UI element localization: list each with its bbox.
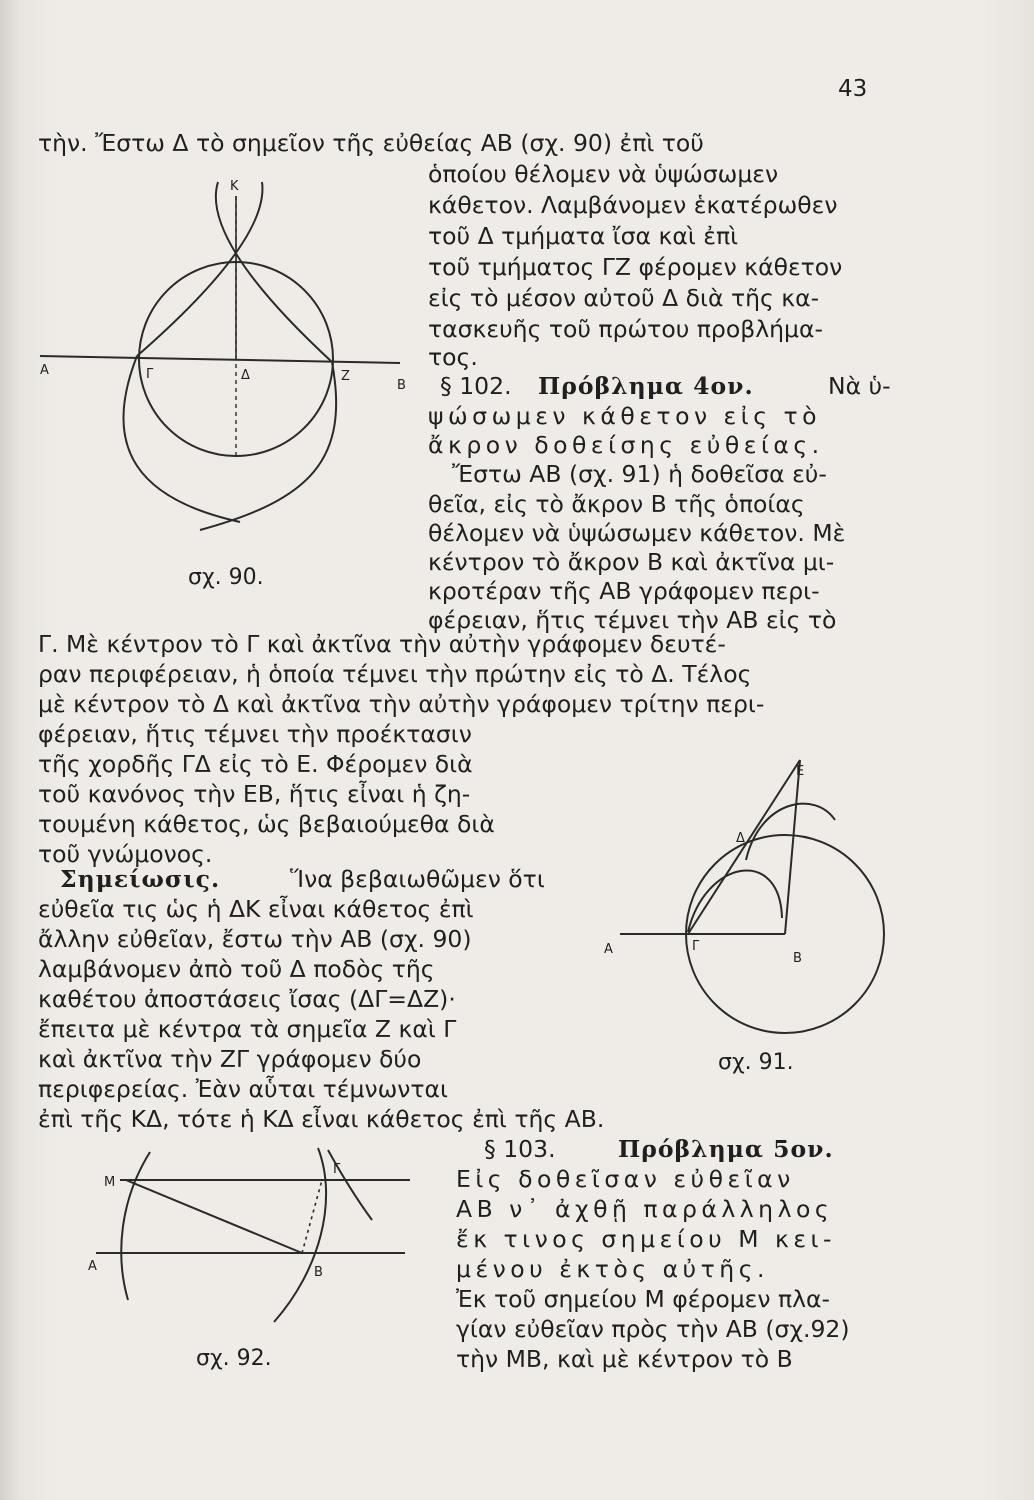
text-line: ἄλλην εὐθεῖαν, ἔστω τὴν ΑΒ (σχ. 90) (38, 925, 472, 953)
label-a: Α (604, 942, 613, 957)
label-b: Β (397, 378, 406, 393)
text-line: φέρειαν, ἥτις τέμνει τὴν προέκτασιν (38, 720, 472, 748)
text-line: θέλομεν νὰ ὑψώσωμεν κάθετον. Μὲ (428, 519, 846, 547)
label-g: Γ (333, 1162, 341, 1177)
note-heading: Σημείωσις. (60, 865, 221, 893)
text-line: εἰς τὸ μέσον αὐτοῦ Δ διὰ τῆς κα- (428, 284, 820, 312)
text-line: Ἔστω ΑΒ (σχ. 91) ἡ δοθεῖσα εὐ- (452, 460, 827, 488)
arc-bottom-left (123, 356, 240, 522)
circle-b (686, 835, 884, 1033)
text-line: Γ. Μὲ κέντρον τὸ Γ καὶ ἀκτῖνα τὴν αὐτὴν γράφομεν δευτέ- (38, 630, 726, 658)
page-number: 43 (838, 76, 868, 102)
text-line: τοῦ γνώμονος. (38, 840, 213, 868)
text-line: ραν περιφέρειαν, ἡ ὁποία τέμνει τὴν πρώτην εἰς τὸ Δ. Τέλος (38, 660, 752, 688)
text-line: καθέτου ἀποστάσεις ἴσας (ΔΓ=ΔΖ)· (38, 985, 456, 1013)
text-line: τουμένη κάθετος, ὡς βεβαιούμεθα διὰ (38, 810, 495, 838)
arc-m (121, 1152, 150, 1300)
label-e: Ε (796, 764, 805, 779)
arc-d (746, 804, 835, 860)
label-b: Β (314, 1265, 323, 1280)
text-line: Εἰς δοθεῖσαν εὐθεῖαν (456, 1165, 795, 1193)
label-a: Α (40, 363, 49, 378)
text-line: θεῖα, εἰς τὸ ἄκρον Β τῆς ὁποίας (428, 490, 805, 518)
arc-g (328, 1150, 372, 1220)
figure-caption: σχ. 92. (196, 1346, 272, 1371)
text-line: τὴν. Ἔστω Δ τὸ σημεῖον τῆς εὐθείας ΑΒ (σχ. 90) ἐπὶ τοῦ (38, 129, 704, 157)
text-line: τὴν ΜΒ, καὶ μὲ κέντρον τὸ Β (456, 1345, 793, 1373)
text-line: τοῦ κανόνος τὴν ΕΒ, ἥτις εἶναι ἡ ζη- (38, 780, 471, 808)
label-k: Κ (230, 179, 239, 194)
text-line: κάθετον. Λαμβάνομεν ἑκατέρωθεν (428, 191, 838, 219)
label-g: Γ (692, 939, 700, 954)
label-d: Δ (736, 831, 745, 846)
text-line: Νὰ ὑ- (828, 372, 891, 400)
label-a: Α (88, 1259, 97, 1274)
chord-extension (688, 760, 800, 934)
text-line: καὶ ἀκτῖνα τὴν ΖΓ γράφομεν δύο (38, 1045, 422, 1073)
problem-heading: Πρόβλημα 5ον. (618, 1135, 834, 1163)
text-line: γίαν εὐθεῖαν πρὸς τὴν ΑΒ (σχ.92) (456, 1315, 850, 1343)
text-line: τος. (428, 343, 478, 371)
label-z: Ζ (341, 369, 350, 384)
text-line: τοῦ τμήματος ΓΖ φέρομεν κάθετον (428, 253, 843, 281)
text-line: μὲ κέντρον τὸ Δ καὶ ἀκτῖνα τὴν αὐτὴν γράφομεν τρίτην περι- (38, 690, 765, 718)
text-line: ἔκ τινος σημείου Μ κει- (456, 1225, 836, 1253)
figure-caption: σχ. 90. (188, 565, 264, 590)
text-line: εὐθεῖα τις ὡς ἡ ΔΚ εἶναι κάθετος ἐπὶ (38, 895, 474, 923)
text-line: ἐπὶ τῆς ΚΔ, τότε ἡ ΚΔ εἶναι κάθετος ἐπὶ τῆς ΑΒ. (38, 1105, 605, 1133)
text-line: τασκευῆς τοῦ πρώτου προβλήμα- (428, 315, 823, 343)
circle (139, 262, 333, 456)
text-line: κέντρον τὸ ἄκρον Β καὶ ἀκτῖνα μι- (428, 548, 835, 576)
text-line: τῆς χορδῆς ΓΔ εἰς τὸ Ε. Φέρομεν διὰ (38, 750, 473, 778)
text-line: ὁποίου θέλομεν νὰ ὑψώσωμεν (428, 160, 779, 188)
arc-left-top (216, 182, 332, 362)
section-number: § 103. (484, 1135, 556, 1163)
text-line: λαμβάνομεν ἀπὸ τοῦ Δ ποδὸς τῆς (38, 955, 435, 983)
label-m: Μ (104, 1175, 116, 1190)
text-line: τοῦ Δ τμήματα ἴσα καὶ ἐπὶ (428, 222, 739, 250)
label-b: Β (793, 951, 802, 966)
text-line: Ἵνα βεβαιωθῶμεν ὅτι (290, 865, 545, 893)
line-ab (40, 356, 400, 363)
problem-heading: Πρόβλημα 4ον. (538, 372, 754, 400)
text-line: κροτέραν τῆς ΑΒ γράφομεν περι- (428, 577, 820, 605)
text-line: ψώσωμεν κάθετον εἰς τὸ (428, 402, 821, 430)
text-line: ἄκρον δοθείσης εὐθείας. (428, 431, 824, 459)
text-line: ΑΒ ν᾽ ἀχθῇ παράλληλος (456, 1195, 834, 1223)
text-line: Ἐκ τοῦ σημείου Μ φέρομεν πλα- (456, 1285, 830, 1313)
arc-g (688, 870, 782, 932)
text-line: μένου ἐκτὸς αὐτῆς. (456, 1255, 769, 1283)
arc-b (274, 1148, 326, 1322)
label-d: Δ (241, 368, 250, 383)
line-mb (126, 1180, 302, 1253)
perpendicular-eb (785, 760, 800, 934)
line-bg (302, 1180, 322, 1253)
arc-bottom-right (200, 362, 336, 530)
section-number: § 102. (440, 372, 512, 400)
figure-caption: σχ. 91. (718, 1050, 794, 1075)
text-line: φέρειαν, ἥτις τέμνει τὴν ΑΒ εἰς τὸ (428, 606, 837, 634)
label-g: Γ (146, 367, 154, 382)
arc-right-top (137, 182, 262, 356)
text-line: περιφερείας. Ἐὰν αὗται τέμνωνται (38, 1075, 448, 1103)
text-line: ἔπειτα μὲ κέντρα τὰ σημεῖα Ζ καὶ Γ (38, 1015, 457, 1043)
